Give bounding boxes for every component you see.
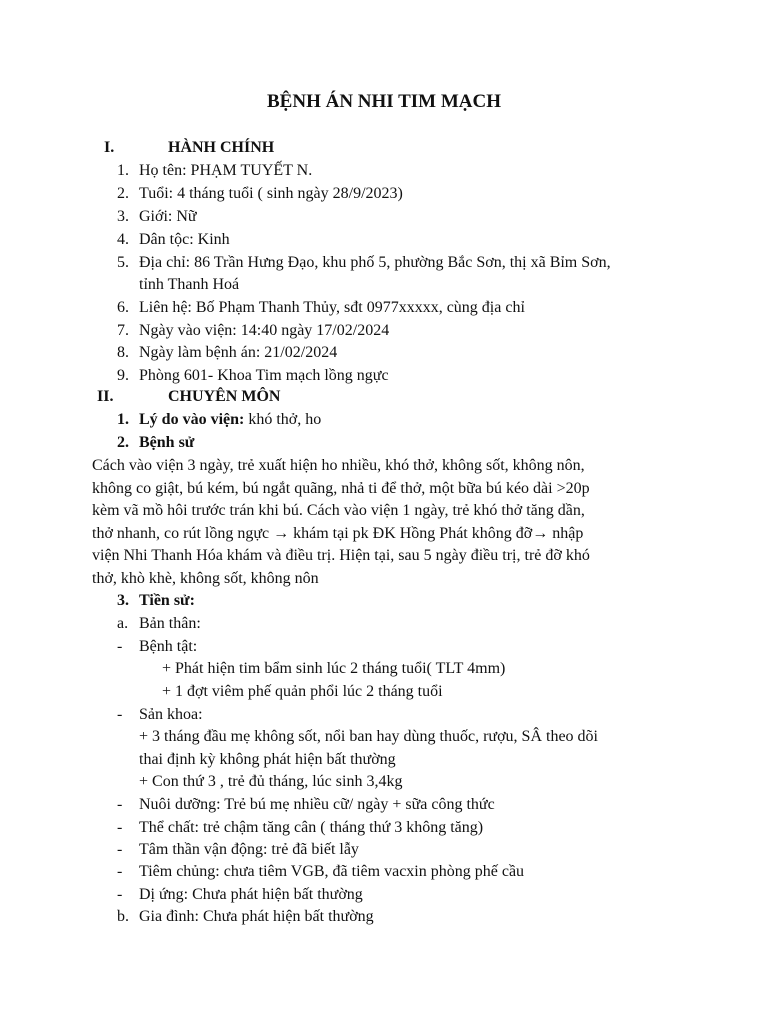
disease-item: + 1 đợt viêm phế quản phổi lúc 2 tháng tuổi [162, 683, 443, 700]
history-heading [117, 432, 677, 455]
history-entry-allergy [117, 884, 363, 907]
item-text: Phòng 601- Khoa Tim mạch lồng ngực [139, 367, 389, 384]
dash-marker: - [117, 638, 123, 655]
item-number: 2. [117, 434, 129, 451]
list-item [117, 252, 677, 275]
past-history-heading [117, 590, 677, 613]
list-item [117, 297, 677, 320]
entry-text: Nuôi dưỡng: Trẻ bú mẹ nhiều cữ/ ngày + sữa công thức [139, 796, 495, 813]
entry-text: Gia đình: Chưa phát hiện bất thường [139, 908, 374, 925]
dash-marker: - [117, 819, 123, 836]
section-title: HÀNH CHÍNH [168, 139, 275, 156]
item-text: Ngày vào viện: 14:40 ngày 17/02/2024 [139, 322, 390, 339]
list-item [117, 320, 677, 343]
sub-label: Sản khoa: [139, 706, 203, 723]
history-entry-development [117, 839, 359, 862]
list-item [117, 206, 677, 229]
entry-text: Tiêm chủng: chưa tiêm VGB, đã tiêm vacxin phòng phế cầu [139, 863, 525, 880]
item-number: 1. [117, 162, 129, 179]
sub-marker: b. [117, 908, 129, 925]
past-history-label: Tiền sử: [139, 592, 195, 609]
item-number: 6. [117, 299, 129, 316]
history-line: không co giật, bú kém, bú ngắt quãng, nhả ti để thở, một bữa bú kéo dài >20p [92, 480, 590, 497]
sub-marker: a. [117, 615, 129, 632]
history-entry-nutrition [117, 794, 495, 817]
section-number: II. [97, 388, 114, 405]
entry-text: Thể chất: trẻ chậm tăng cân ( tháng thứ 3 không tăng) [139, 819, 484, 836]
item-text: Ngày làm bệnh án: 21/02/2024 [139, 344, 338, 361]
reason-text: khó thở, ho [244, 411, 322, 428]
list-item [117, 342, 677, 365]
disease-item: + Phát hiện tim bẩm sinh lúc 2 tháng tuổi( TLT 4mm) [162, 660, 506, 677]
section-title: CHUYÊN MÔN [168, 388, 281, 405]
item-number: 3. [117, 592, 129, 609]
dash-marker: - [117, 796, 123, 813]
dash-marker: - [117, 863, 123, 880]
item-number: 2. [117, 185, 129, 202]
list-item [117, 229, 677, 252]
section-heading-specialty [97, 386, 281, 409]
reason-for-admission [117, 409, 677, 432]
entry-text: Dị ứng: Chưa phát hiện bất thường [139, 886, 363, 903]
history-line: kèm vã mồ hôi trước trán khi bú. Cách vào viện 1 ngày, trẻ khó thở tăng dần, [92, 502, 585, 519]
item-number: 3. [117, 208, 129, 225]
self-history-heading [117, 613, 201, 636]
item-text: Liên hệ: Bố Phạm Thanh Thủy, sđt 0977xxxxx, cùng địa chỉ [139, 299, 525, 316]
item-number: 4. [117, 231, 129, 248]
sub-label: Bệnh tật: [139, 638, 198, 655]
family-history [117, 906, 374, 929]
item-text: Họ tên: PHẠM TUYẾT N. [139, 162, 313, 179]
history-line: Cách vào viện 3 ngày, trẻ xuất hiện ho nhiều, khó thở, không sốt, không nôn, [92, 457, 585, 474]
reason-label: Lý do vào viện: [139, 411, 245, 428]
item-number: 1. [117, 411, 129, 428]
history-line: thở nhanh, co rút lồng ngực → khám tại pk ĐK Hồng Phát không đỡ→ nhập [92, 525, 584, 542]
dash-marker: - [117, 841, 123, 858]
entry-text: Tâm thần vận động: trẻ đã biết lẫy [139, 841, 359, 858]
section-heading-administrative [104, 137, 274, 160]
item-text-continuation: tỉnh Thanh Hoá [139, 276, 240, 293]
obstetric-history-heading [117, 704, 203, 727]
item-number: 7. [117, 322, 129, 339]
list-item [117, 365, 677, 388]
disease-history-heading [117, 636, 197, 659]
item-text: Giới: Nữ [139, 208, 197, 225]
list-item [117, 160, 677, 183]
item-number: 8. [117, 344, 129, 361]
history-line: thở, khò khè, không sốt, không nôn [92, 570, 319, 587]
dash-marker: - [117, 706, 123, 723]
item-number: 9. [117, 367, 129, 384]
history-line: viện Nhi Thanh Hóa khám và điều trị. Hiện tại, sau 5 ngày điều trị, trẻ đỡ khó [92, 547, 590, 564]
list-item [117, 183, 677, 206]
history-entry-vaccination [117, 861, 524, 884]
history-label: Bệnh sử [139, 434, 195, 451]
section-number: I. [104, 139, 115, 156]
item-text: Dân tộc: Kinh [139, 231, 230, 248]
item-number: 5. [117, 254, 129, 271]
obstetric-line: + Con thứ 3 , trẻ đủ tháng, lúc sinh 3,4kg [139, 773, 403, 790]
item-text: Địa chỉ: 86 Trần Hưng Đạo, khu phố 5, phường Bắc Sơn, thị xã Bỉm Sơn, [139, 254, 611, 271]
history-entry-physical [117, 817, 483, 840]
obstetric-line: + 3 tháng đầu mẹ không sốt, nổi ban hay dùng thuốc, rượu, SÂ theo dõi [139, 728, 598, 745]
sub-label: Bản thân: [139, 615, 201, 632]
obstetric-line: thai định kỳ không phát hiện bất thường [139, 751, 396, 768]
document-title: BỆNH ÁN NHI TIM MẠCH [267, 91, 501, 112]
item-text: Tuổi: 4 tháng tuổi ( sinh ngày 28/9/2023) [139, 185, 403, 202]
dash-marker: - [117, 886, 123, 903]
